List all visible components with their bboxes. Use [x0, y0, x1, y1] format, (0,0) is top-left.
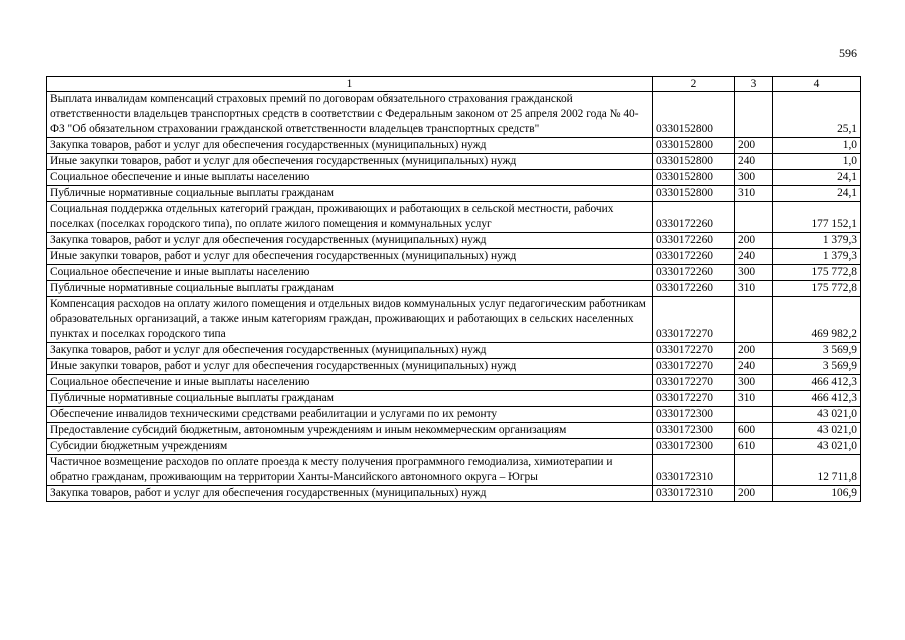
row-type	[735, 92, 773, 138]
row-code: 0330172270	[653, 391, 735, 407]
row-code: 0330172310	[653, 486, 735, 502]
row-amount: 24,1	[773, 186, 861, 202]
row-code: 0330172310	[653, 455, 735, 486]
row-amount: 3 569,9	[773, 343, 861, 359]
row-code: 0330152800	[653, 92, 735, 138]
row-type: 200	[735, 233, 773, 249]
row-code: 0330172270	[653, 297, 735, 343]
row-code: 0330172270	[653, 343, 735, 359]
row-code: 0330152800	[653, 186, 735, 202]
row-amount: 43 021,0	[773, 439, 861, 455]
row-name: Закупка товаров, работ и услуг для обеспечения государственных (муниципальных) нужд	[47, 343, 653, 359]
row-amount: 1 379,3	[773, 233, 861, 249]
row-amount: 469 982,2	[773, 297, 861, 343]
row-type	[735, 455, 773, 486]
row-name: Иные закупки товаров, работ и услуг для обеспечения государственных (муниципальных) нужд	[47, 154, 653, 170]
table-row	[47, 281, 861, 297]
row-code: 0330172300	[653, 407, 735, 423]
row-name: Иные закупки товаров, работ и услуг для обеспечения государственных (муниципальных) нужд	[47, 359, 653, 375]
row-name: Субсидии бюджетным учреждениям	[47, 439, 653, 455]
table-row	[47, 407, 861, 423]
table-row	[47, 486, 861, 502]
row-type: 600	[735, 423, 773, 439]
row-code: 0330172260	[653, 249, 735, 265]
row-code: 0330172300	[653, 423, 735, 439]
row-amount: 43 021,0	[773, 407, 861, 423]
row-amount: 466 412,3	[773, 391, 861, 407]
row-amount: 106,9	[773, 486, 861, 502]
row-type: 240	[735, 154, 773, 170]
row-type: 200	[735, 343, 773, 359]
row-code: 0330172260	[653, 202, 735, 233]
table-row	[47, 249, 861, 265]
row-type: 300	[735, 265, 773, 281]
row-code: 0330172260	[653, 281, 735, 297]
row-name: Обеспечение инвалидов техническими средствами реабилитации и услугами по их ремонту	[47, 407, 653, 423]
row-name: Закупка товаров, работ и услуг для обеспечения государственных (муниципальных) нужд	[47, 233, 653, 249]
table-row	[47, 359, 861, 375]
row-amount: 1,0	[773, 154, 861, 170]
row-type: 200	[735, 138, 773, 154]
column-header-name: 1	[47, 77, 653, 92]
row-type	[735, 297, 773, 343]
table-row	[47, 423, 861, 439]
row-type: 240	[735, 359, 773, 375]
row-name: Закупка товаров, работ и услуг для обеспечения государственных (муниципальных) нужд	[47, 486, 653, 502]
row-name: Социальное обеспечение и иные выплаты населению	[47, 265, 653, 281]
column-header-code: 2	[653, 77, 735, 92]
row-amount: 175 772,8	[773, 281, 861, 297]
row-type: 300	[735, 375, 773, 391]
row-name: Закупка товаров, работ и услуг для обеспечения государственных (муниципальных) нужд	[47, 138, 653, 154]
table-row	[47, 92, 861, 138]
row-amount: 12 711,8	[773, 455, 861, 486]
table-row	[47, 391, 861, 407]
row-code: 0330172270	[653, 359, 735, 375]
row-code: 0330172260	[653, 233, 735, 249]
row-code: 0330152800	[653, 170, 735, 186]
row-amount: 25,1	[773, 92, 861, 138]
row-type: 200	[735, 486, 773, 502]
row-name: Социальное обеспечение и иные выплаты населению	[47, 375, 653, 391]
row-code: 0330172260	[653, 265, 735, 281]
row-type	[735, 407, 773, 423]
row-name: Публичные нормативные социальные выплаты гражданам	[47, 391, 653, 407]
row-name: Социальная поддержка отдельных категорий граждан, проживающих и работающих в сельской местности, рабочих поселках (поселках городского типа), по оплате жилого помещения и коммунальных услуг	[47, 202, 653, 233]
table-row	[47, 233, 861, 249]
table-row	[47, 455, 861, 486]
row-name: Публичные нормативные социальные выплаты гражданам	[47, 186, 653, 202]
row-amount: 43 021,0	[773, 423, 861, 439]
row-amount: 177 152,1	[773, 202, 861, 233]
row-code: 0330152800	[653, 154, 735, 170]
table-row	[47, 202, 861, 233]
table-row	[47, 186, 861, 202]
row-amount: 175 772,8	[773, 265, 861, 281]
table-row	[47, 297, 861, 343]
row-name: Компенсация расходов на оплату жилого помещения и отдельных видов коммунальных услуг педагогическим работникам образовательных организаций, а также иным категориям граждан, проживающих и работающих в сельских населенных пунктах и поселках городского типа	[47, 297, 653, 343]
row-name: Частичное возмещение расходов по оплате проезда к месту получения программного гемодиализа, химиотерапии и обратно гражданам, проживающим на территории Ханты-Мансийского автономного округа – Югры	[47, 455, 653, 486]
column-header-type: 3	[735, 77, 773, 92]
row-amount: 24,1	[773, 170, 861, 186]
row-code: 0330172300	[653, 439, 735, 455]
table-row	[47, 343, 861, 359]
row-type: 310	[735, 391, 773, 407]
table-row	[47, 138, 861, 154]
table-row	[47, 170, 861, 186]
row-name: Социальное обеспечение и иные выплаты населению	[47, 170, 653, 186]
budget-table	[46, 76, 861, 502]
row-type: 240	[735, 249, 773, 265]
row-name: Выплата инвалидам компенсаций страховых премий по договорам обязательного страхования гражданской ответственности владельцев транспортных средств в соответствии с Федеральным законом от 25 апреля 2002 года № 40-ФЗ "Об обязательном страховании гражданской ответственности владельцев транспортных средств"	[47, 92, 653, 138]
column-header-amount: 4	[773, 77, 861, 92]
row-code: 0330152800	[653, 138, 735, 154]
table-row	[47, 265, 861, 281]
row-amount: 3 569,9	[773, 359, 861, 375]
row-code: 0330172270	[653, 375, 735, 391]
row-name: Иные закупки товаров, работ и услуг для обеспечения государственных (муниципальных) нужд	[47, 249, 653, 265]
table-row	[47, 375, 861, 391]
table-row	[47, 154, 861, 170]
row-amount: 466 412,3	[773, 375, 861, 391]
row-type: 310	[735, 281, 773, 297]
page-number: 596	[839, 46, 857, 60]
row-type: 310	[735, 186, 773, 202]
row-name: Предоставление субсидий бюджетным, автономным учреждениям и иным некоммерческим организациям	[47, 423, 653, 439]
row-type: 610	[735, 439, 773, 455]
row-amount: 1,0	[773, 138, 861, 154]
row-type: 300	[735, 170, 773, 186]
table-header-row	[47, 77, 861, 92]
row-name: Публичные нормативные социальные выплаты гражданам	[47, 281, 653, 297]
row-type	[735, 202, 773, 233]
row-amount: 1 379,3	[773, 249, 861, 265]
table-row	[47, 439, 861, 455]
